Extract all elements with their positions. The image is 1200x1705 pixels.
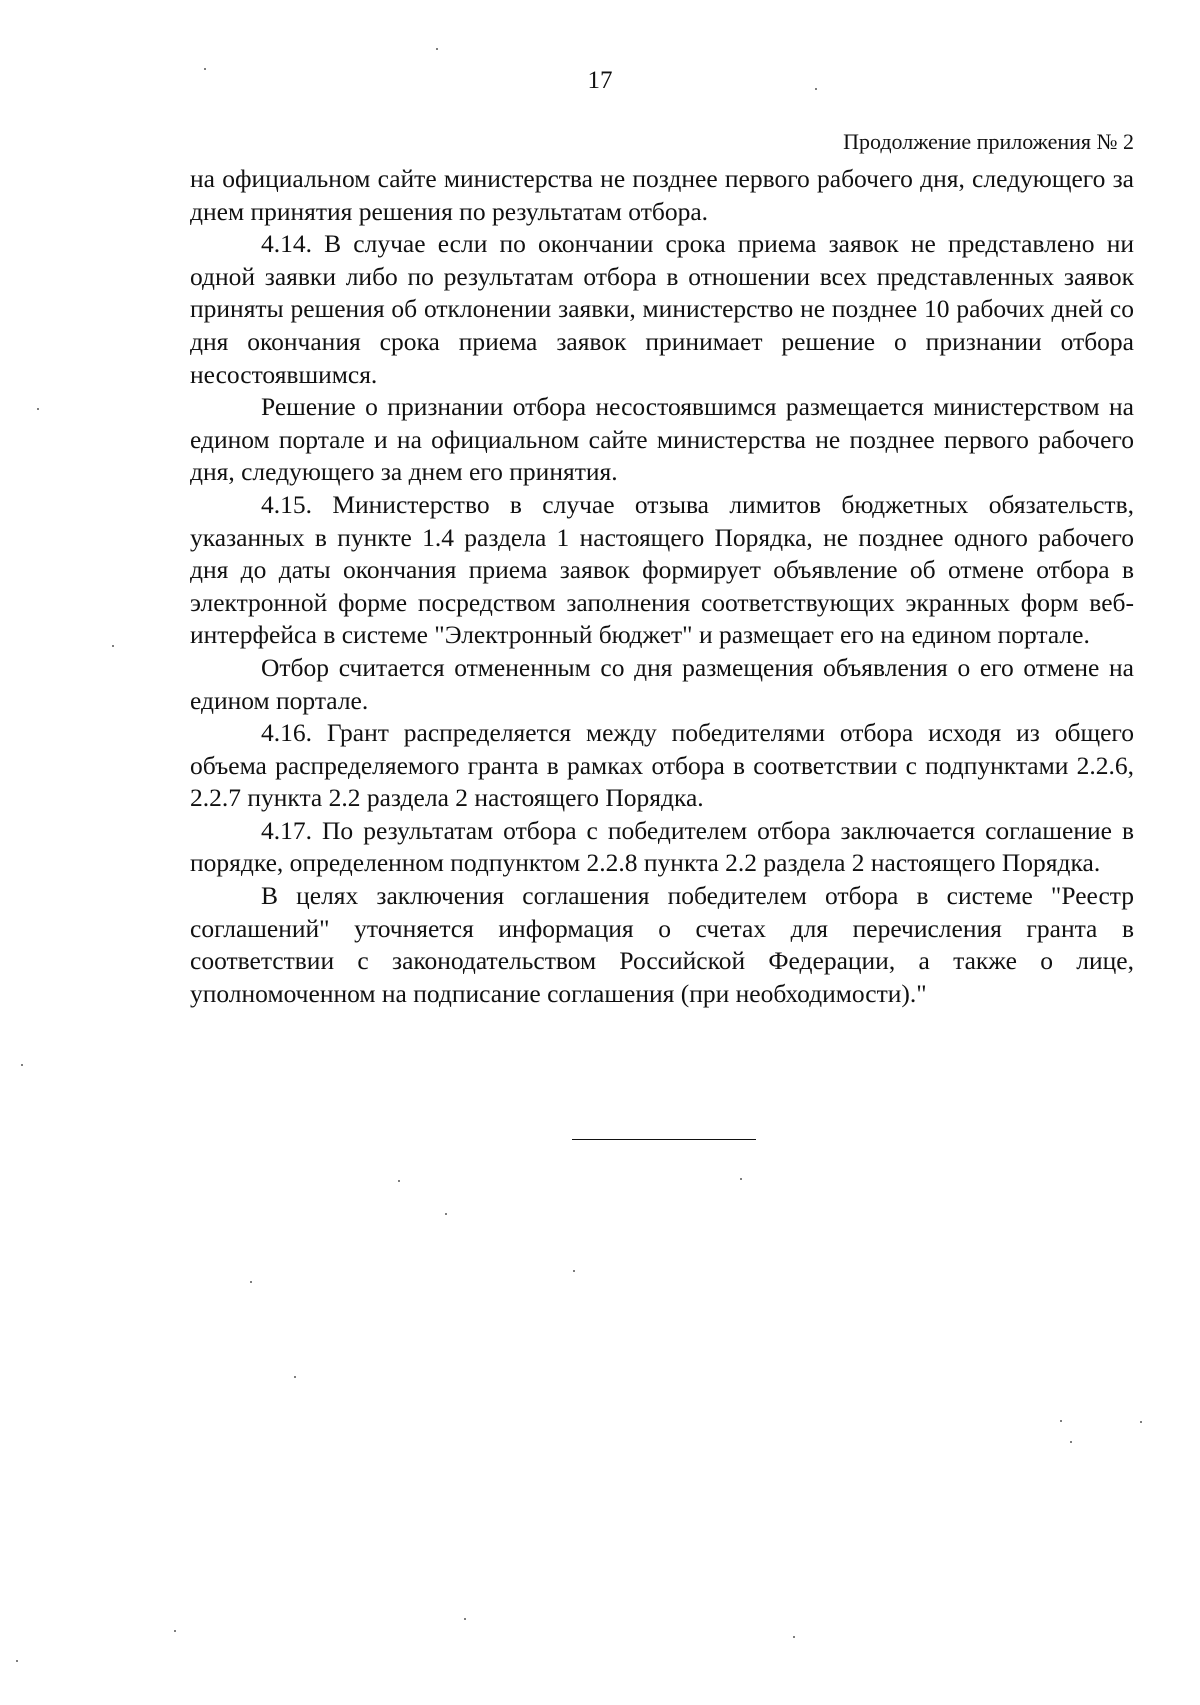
document-body bbox=[190, 163, 1134, 1010]
scan-speck bbox=[436, 48, 438, 50]
paragraph-4-14: 4.14. В случае если по окончании срока приема заявок не представлено ни одной заявки либо по результатам отбора в отношении всех представленных заявок приняты решения об отклонении заявки, министерство не позднее 10 рабочих дней со дня окончания срока приема заявок принимает решение о признании отбора несостоявшимся. bbox=[190, 229, 1134, 389]
scan-speck bbox=[112, 645, 114, 647]
scan-speck bbox=[37, 408, 39, 410]
scan-speck bbox=[21, 1064, 23, 1066]
scan-speck bbox=[1060, 1420, 1062, 1422]
paragraph-4-15: 4.15. Министерство в случае отзыва лимитов бюджетных обязательств, указанных в пункте 1.4 раздела 1 настоящего Порядка, не позднее одного рабочего дня до даты окончания приема заявок формирует объявление об отмене отбора в электронной форме посредством заполнения соответствующих экранных форм веб-интерфейса в системе "Электронный бюджет" и размещает его на едином портале. bbox=[190, 489, 1134, 650]
scan-speck bbox=[294, 1376, 296, 1378]
scan-speck bbox=[250, 1281, 252, 1283]
paragraph-4-14-decision: Решение о признании отбора несостоявшимся размещается министерством на едином портале и на официальном сайте министерства не позднее первого рабочего дня, следующего за днем его принятия. bbox=[190, 392, 1134, 487]
scan-speck bbox=[174, 1630, 176, 1632]
paragraph-4-17-agreement: В целях заключения соглашения победителем отбора в системе "Реестр соглашений" уточняется информация о счетах для перечисления гранта в соответствии с законодательством Российской Федерации, а также о лице, уполномоченном на подписание соглашения (при необходимости)." bbox=[190, 881, 1134, 1008]
scan-speck bbox=[1140, 1421, 1142, 1423]
scan-speck bbox=[793, 1636, 795, 1638]
scan-speck bbox=[815, 88, 817, 90]
scan-speck bbox=[398, 1180, 400, 1182]
scan-speck bbox=[445, 1213, 447, 1215]
paragraph-4-17: 4.17. По результатам отбора с победителем отбора заключается соглашение в порядке, определенном подпунктом 2.2.8 пункта 2.2 раздела 2 настоящего Порядка. bbox=[190, 815, 1134, 878]
scan-speck bbox=[573, 1270, 575, 1272]
scan-speck bbox=[1070, 1441, 1072, 1443]
scan-speck bbox=[464, 1618, 466, 1620]
paragraph-4-16: 4.16. Грант распределяется между победителями отбора исходя из общего объема распределяемого гранта в рамках отбора в соответствии с подпунктами 2.2.6, 2.2.7 пункта 2.2 раздела 2 настоящего Порядка. bbox=[190, 718, 1134, 813]
scan-speck bbox=[16, 1660, 18, 1662]
scan-speck bbox=[740, 1178, 742, 1180]
page-number: 17 bbox=[587, 67, 613, 94]
scan-speck bbox=[204, 68, 206, 70]
closing-divider-line bbox=[572, 1139, 756, 1140]
paragraph-4-15-cancellation: Отбор считается отмененным со дня размещения объявления о его отмене на едином портале. bbox=[190, 652, 1134, 715]
paragraph-continuation: на официальном сайте министерства не позднее первого рабочего дня, следующего за днем принятия решения по результатам отбора. bbox=[190, 164, 1134, 226]
appendix-continuation-label: Продолжение приложения № 2 bbox=[843, 129, 1134, 154]
